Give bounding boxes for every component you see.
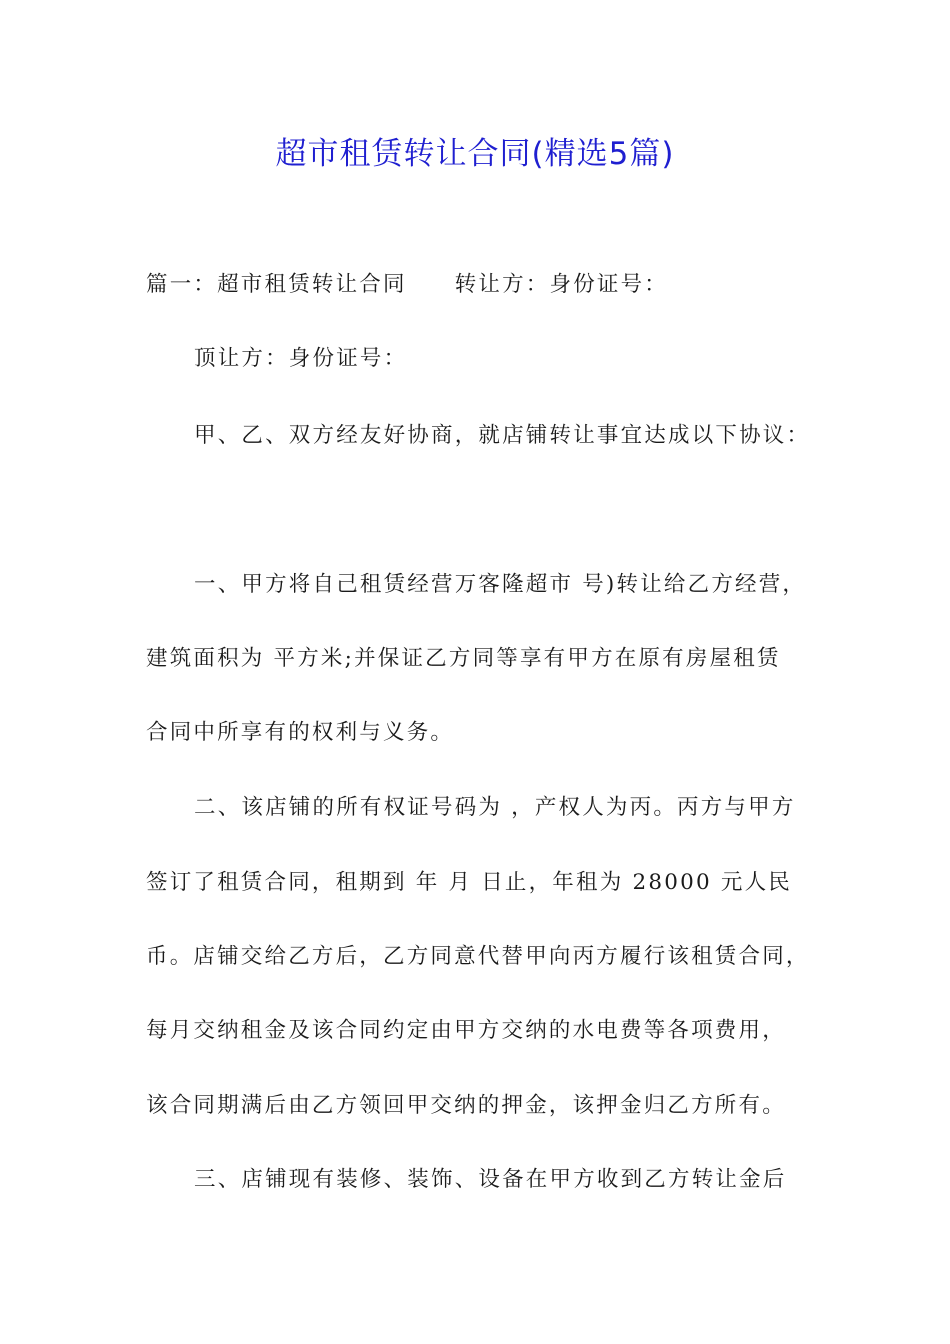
assignee-line: 顶让方：身份证号： [194, 346, 408, 371]
clause-1-line-2: 建筑面积为 平方米;并保证乙方同等享有甲方在原有房屋租赁 [146, 646, 781, 671]
part-label: 篇一：超市租赁转让合同 [146, 272, 407, 297]
clause-2-line-1: 二、该店铺的所有权证号码为 ，产权人为丙。丙方与甲方 [194, 795, 796, 820]
clause-2-line-4: 每月交纳租金及该合同约定由甲方交纳的水电费等各项费用， [146, 1018, 786, 1043]
clause-3-line-1: 三、店铺现有装修、装饰、设备在甲方收到乙方转让金后 [194, 1167, 787, 1192]
clause-2-line-2: 签订了租赁合同，租期到 年 月 日止，年租为 28000 元人民 [146, 870, 792, 895]
agreement-intro: 甲、乙、双方经友好协商，就店铺转让事宜达成以下协议： [194, 423, 811, 448]
clause-1-line-3: 合同中所享有的权利与义务。 [146, 720, 455, 745]
clause-2-line-3: 币。店铺交给乙方后，乙方同意代替甲向丙方履行该租赁合同， [146, 944, 810, 969]
document-title: 超市租赁转让合同(精选5篇) [275, 136, 675, 172]
clause-1-line-1: 一、甲方将自己租赁经营万客隆超市 号)转让给乙方经营， [194, 572, 807, 597]
clause-2-line-5: 该合同期满后由乙方领回甲交纳的押金，该押金归乙方所有。 [146, 1093, 786, 1118]
transferor-label: 转让方：身份证号： [454, 272, 669, 297]
header-line [146, 270, 826, 300]
